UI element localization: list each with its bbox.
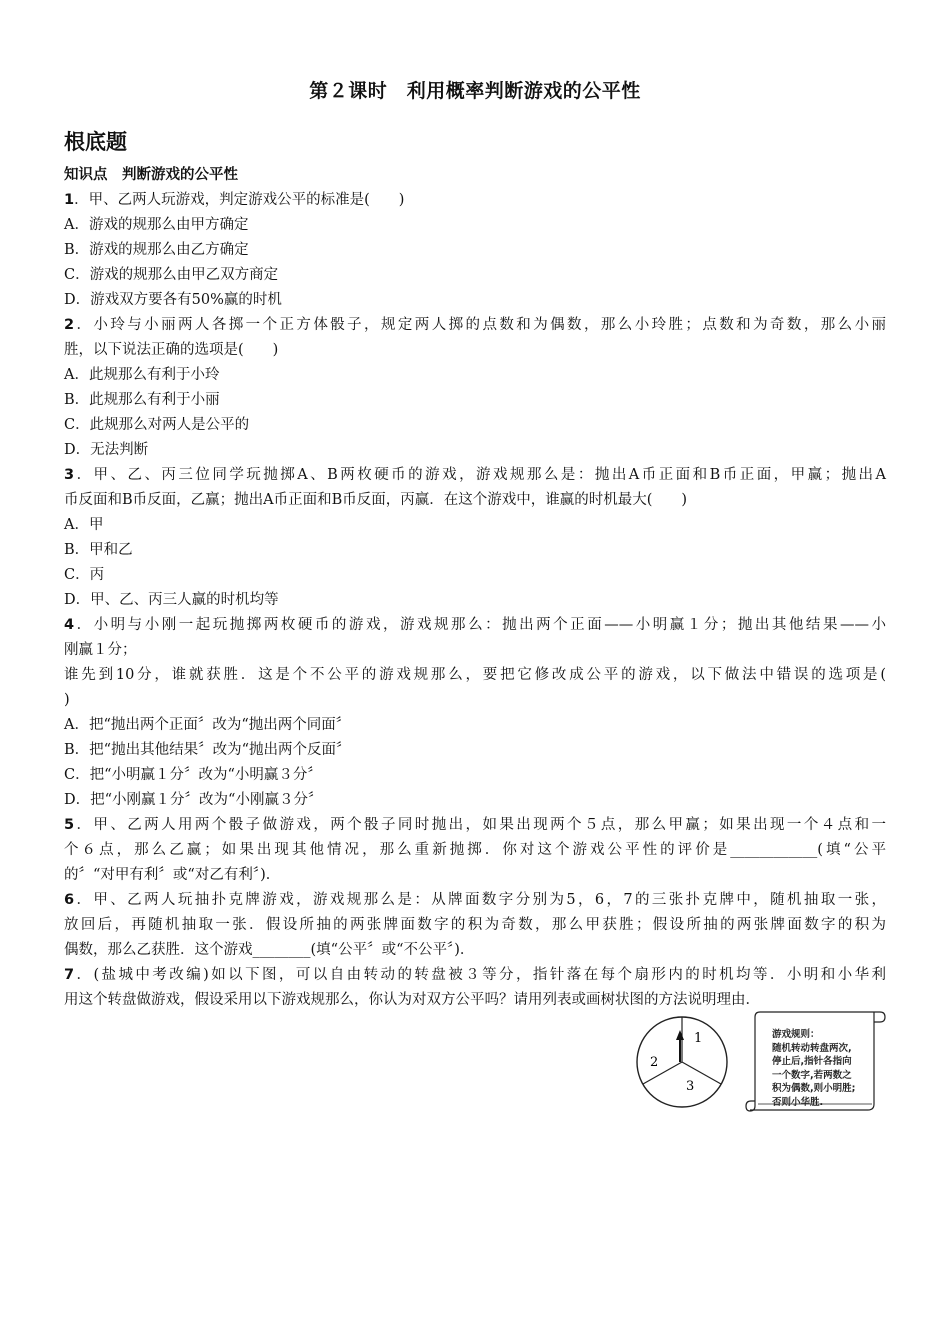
rules-line: 随机转动转盘两次, (772, 1042, 852, 1054)
game-rules-text (772, 1028, 872, 1110)
rules-line: 游戏规则： (772, 1029, 820, 1040)
option-c: C．此规那么对两人是公平的 (64, 417, 250, 433)
question-5 (64, 815, 886, 835)
question-4-continued: 谁先到10分，谁就获胜．这是个不公平的游戏规那么，要把它修改成公平的游戏，以下做法中错误的选项是( (64, 667, 886, 683)
rules-line: 一个数字,若两数之 (772, 1069, 852, 1081)
sector-label-1: 1 (694, 1031, 703, 1046)
question-5-continued: 个６点，那么乙赢；如果出现其他情况，那么重新抛掷．你对这个游戏公平性的评价是____________(填“公平 (64, 842, 886, 858)
question-number: 6 (64, 892, 75, 908)
option-a: A．把“抛出两个正面〞改为“抛出两个同面〞 (64, 717, 351, 733)
option-c: C．游戏的规那么由甲乙双方商定 (64, 267, 279, 283)
option-c: C．丙 (64, 567, 105, 583)
question-number: 7 (64, 967, 75, 983)
question-number: 1 (64, 192, 75, 208)
option-a: A．甲 (64, 517, 104, 533)
sector-label-2: 2 (650, 1055, 659, 1070)
option-d: D．把“小刚赢１分〞改为“小刚赢３分〞 (64, 792, 323, 808)
option-d: D．无法判断 (64, 442, 149, 458)
question-text: ．(盐城中考改编)如以下图，可以自由转动的转盘被３等分，指针落在每个扇形内的时机均等．小明和小华利 (74, 967, 886, 983)
pointer-arrow-head (676, 1030, 684, 1040)
option-a: A．游戏的规那么由甲方确定 (64, 217, 249, 233)
question-text: ．甲、乙两人玩游戏，判定游戏公平的标准是( ) (74, 192, 405, 208)
question-5-continued: 的〞“对甲有利〞或“对乙有利〞)． (64, 867, 281, 883)
question-6-continued: 放回后，再随机抽取一张．假设所抽的两张牌面数字的积为奇数，那么甲获胜；假设所抽的两张牌面数字的积为 (64, 917, 886, 933)
question-number: 4 (64, 617, 75, 633)
option-b: B．甲和乙 (64, 542, 133, 558)
question-3-continued: 币反面和B币反面，乙赢；抛出A币正面和B币反面，丙赢．在这个游戏中，谁赢的时机最大( ) (64, 492, 688, 508)
option-b: B．把“抛出其他结果〞改为“抛出两个反面〞 (64, 742, 351, 758)
question-4 (64, 615, 886, 635)
option-d: D．甲、乙、丙三人赢的时机均等 (64, 592, 279, 608)
question-1 (64, 190, 404, 210)
question-6 (64, 890, 886, 910)
rules-line: 积为偶数,则小明胜; (772, 1083, 856, 1095)
question-6-continued: 偶数，那么乙获胜．这个游戏________(填“公平〞或“不公平〞)． (64, 942, 475, 958)
question-text: ．甲、乙、丙三位同学玩抛掷A、B两枚硬币的游戏，游戏规那么是：抛出A币正面和B币正面，甲赢；抛出A (74, 467, 886, 483)
question-number: 5 (64, 817, 75, 833)
question-4-continued: 刚赢１分； (64, 642, 137, 658)
rules-line: 停止后,指针各指向 (772, 1056, 852, 1068)
option-b: B．游戏的规那么由乙方确定 (64, 242, 249, 258)
question-7-continued: 用这个转盘做游戏，假设采用以下游戏规那么，你认为对双方公平吗？请用列表或画树状图的方法说明理由． (64, 992, 760, 1008)
question-4-continued: ) (64, 692, 70, 708)
section-heading: 根底题 (64, 130, 127, 154)
option-a: A．此规那么有利于小玲 (64, 367, 220, 383)
question-2 (64, 315, 886, 335)
question-2-continued: 胜，以下说法正确的选项是( ) (64, 342, 279, 358)
question-text: ．甲、乙两人用两个骰子做游戏，两个骰子同时抛出，如果出现两个５点，那么甲赢；如果出现一个４点和一 (74, 817, 886, 833)
sector-label-3: 3 (686, 1079, 695, 1094)
option-c: C．把“小明赢１分〞改为“小明赢３分〞 (64, 767, 322, 783)
sector-divider (643, 1062, 682, 1084)
question-number: 2 (64, 317, 75, 333)
question-text: ．小明与小刚一起玩抛掷两枚硬币的游戏，游戏规那么：抛出两个正面——小明赢１分；抛出其他结果——小 (74, 617, 886, 633)
question-number: 3 (64, 467, 75, 483)
option-b: B．此规那么有利于小丽 (64, 392, 220, 408)
option-d: D．游戏双方要各有50%赢的时机 (64, 292, 282, 308)
question-text: ．小玲与小丽两人各掷一个正方体骰子，规定两人掷的点数和为偶数，那么小玲胜；点数和为奇数，那么小丽 (74, 317, 886, 333)
page-title: 第２课时 利用概率判断游戏的公平性 (309, 80, 641, 102)
question-3 (64, 465, 886, 485)
knowledge-point-heading: 知识点 判断游戏的公平性 (64, 167, 238, 183)
question-text: ．甲、乙两人玩抽扑克牌游戏，游戏规那么是：从牌面数字分别为5，6，7的三张扑克牌中，随机抽取一张， (74, 892, 886, 908)
spinner-figure (634, 1014, 730, 1110)
question-7 (64, 965, 886, 985)
rules-line: 否则小华胜. (772, 1096, 824, 1108)
